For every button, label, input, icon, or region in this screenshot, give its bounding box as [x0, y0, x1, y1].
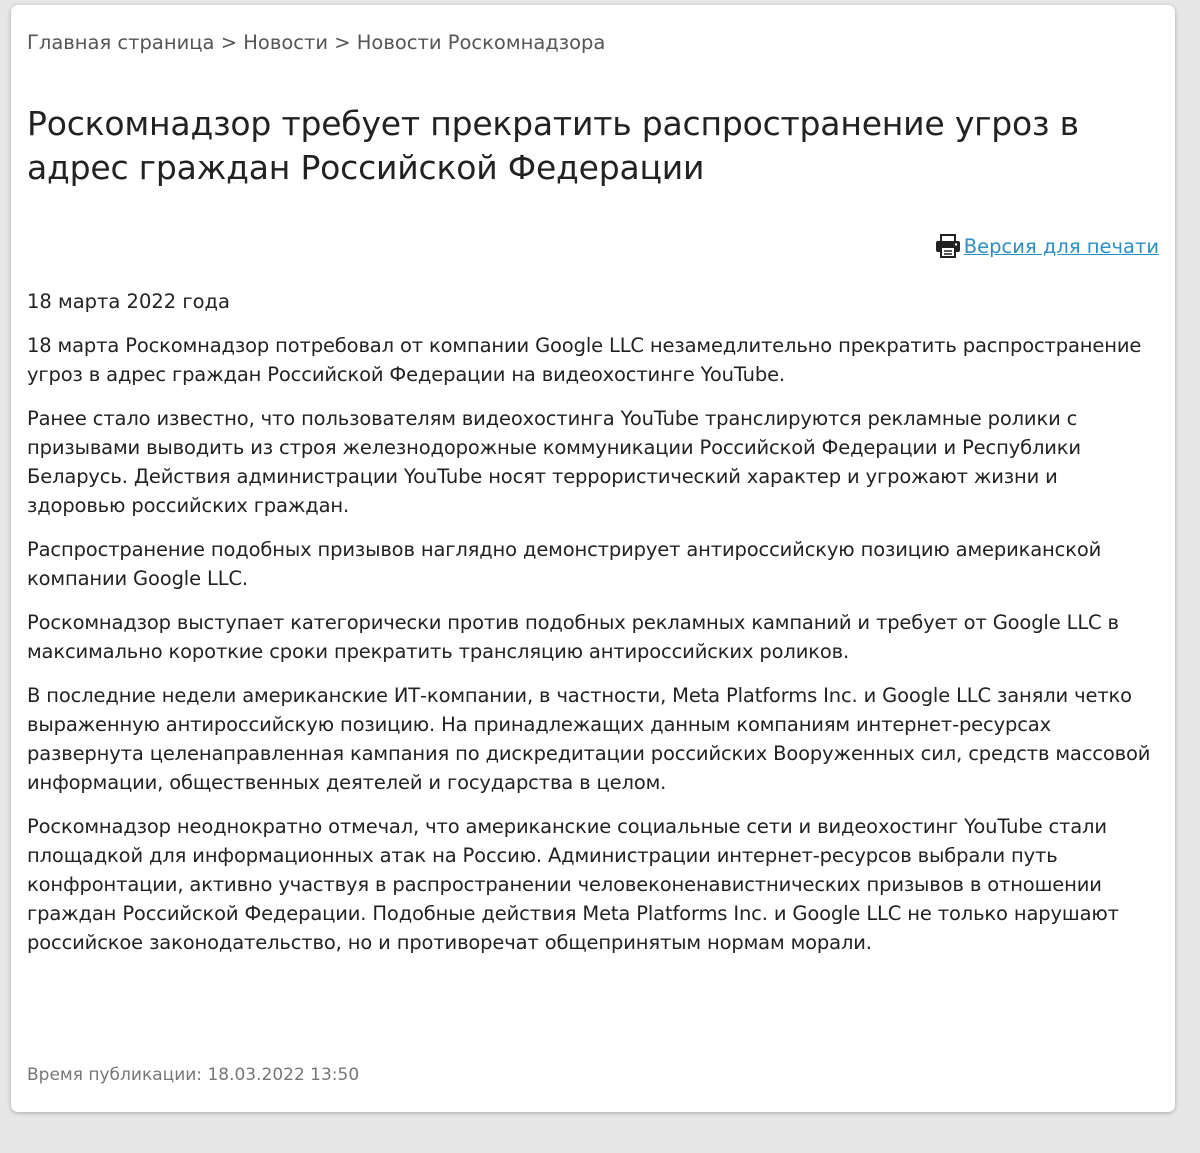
- article-body: [27, 287, 1161, 972]
- article-paragraph: Роскомнадзор неоднократно отмечал, что американские социальные сети и видеохостинг YouTube стали площадкой для информационных атак на Россию. Администрации интернет-ресурсов выбрали путь конфронтации, активно участвуя в распространении человеконенавистнических призывов в отношении граждан Российской Федерации. Подобные действия Meta Platforms Inc. и Google LLC не только нарушают российское законодательство, но и противоречат общепринятым нормам морали.: [27, 815, 1119, 954]
- breadcrumb-home[interactable]: Главная страница: [27, 31, 215, 54]
- publication-time-value: 18.03.2022 13:50: [207, 1065, 360, 1085]
- article-date: 18 марта 2022 года: [27, 290, 230, 313]
- breadcrumb-separator: >: [334, 31, 351, 54]
- article-paragraph: В последние недели американские ИТ-компании, в частности, Meta Platforms Inc. и Google LLC заняли четко выраженную антироссийскую позицию. На принадлежащих данным компаниям интернет-ресурсах развернута целенаправленная кампания по дискредитации российских Вооруженных сил, средств массовой информации, общественных деятелей и государства в целом.: [27, 684, 1151, 794]
- breadcrumb-separator: >: [220, 31, 238, 54]
- print-version[interactable]: [935, 233, 1159, 259]
- publication-time-label: Время публикации:: [27, 1065, 203, 1085]
- article-paragraph: Ранее стало известно, что пользователям видеохостинга YouTube транслируются рекламные ролики с призывами выводить из строя железнодорожные коммуникации Российской Федерации и Республики Беларусь. Действия администрации YouTube носят террористический характер и угрожают жизни и здоровью российских граждан.: [27, 407, 1081, 517]
- article-paragraph: Роскомнадзор выступает категорически против подобных рекламных кампаний и требует от Google LLC в максимально короткие сроки прекратить трансляцию антироссийских роликов.: [27, 611, 1119, 663]
- article-paragraph: 18 марта Роскомнадзор потребовал от компании Google LLC незамедлительно прекратить распространение угроз в адрес граждан Российской Федерации на видеохостинге YouTube.: [27, 334, 1142, 386]
- breadcrumb-news[interactable]: Новости: [243, 31, 329, 54]
- printer-icon[interactable]: [935, 233, 961, 259]
- breadcrumb-rkn-news[interactable]: Новости Роскомнадзора: [356, 31, 606, 54]
- page-title: Роскомнадзор требует прекратить распространение угроз в адрес граждан Российской Федерации: [27, 104, 1079, 187]
- article-paragraph: Распространение подобных призывов наглядно демонстрирует антироссийскую позицию американской компании Google LLC.: [27, 538, 1102, 590]
- publication-time: [27, 1065, 359, 1085]
- breadcrumb: [27, 31, 605, 54]
- article-card: [11, 5, 1175, 1112]
- print-version-link[interactable]: Версия для печати: [963, 234, 1159, 258]
